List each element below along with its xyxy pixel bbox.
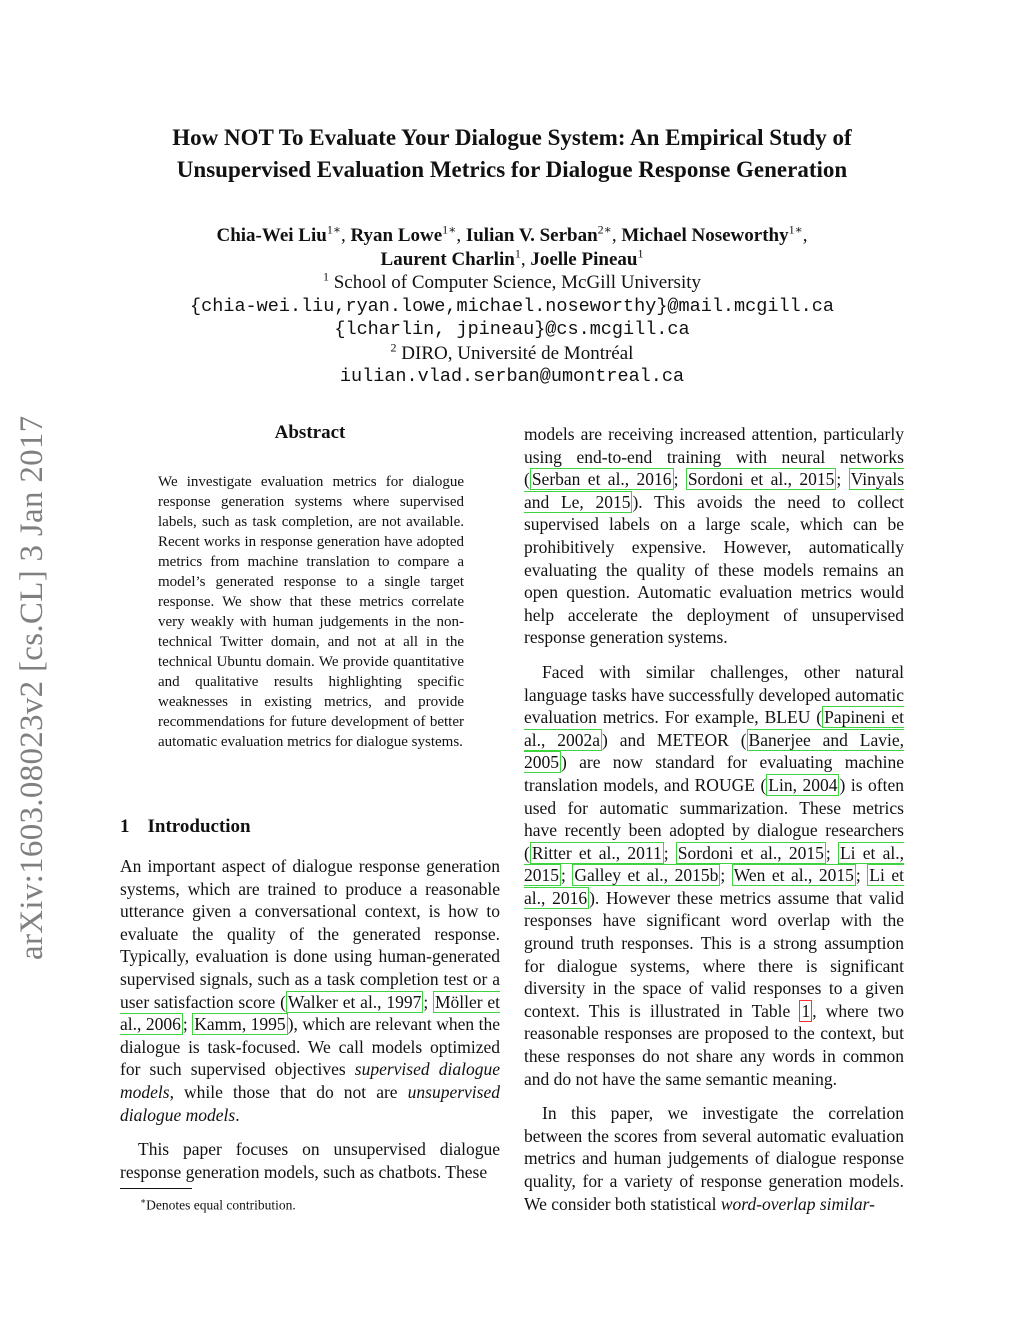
citation-link[interactable]: Banerjee and Lavie, 2005 [524, 729, 904, 773]
author-affiliation-mark: 1 [637, 246, 644, 261]
right-paragraph-2: Faced with similar challenges, other natural language tasks have successfully developed automatic evaluation metrics. For example, BLEU ( Papineni et al., 2002a ) and METEOR ( Banerjee and Lavie, 2005 ) are now standard for evaluating machine translation models, and ROUGE ( Lin, 2004 ) is often used for automatic summarization. These metrics have recently been adopted by dialogue researchers ( Ritter et al., 2011 ; Sordoni et al., 2015 ; Li et al., 2015 ; Galley et al., 2015b ; Wen et al., 2015 ; Li et al., 2016 ). However these metrics assume that valid responses have significant word overlap with the ground truth responses. This is a strong assumption for dialogue systems, where there is significant diversity in the space of valid responses to a given context. This is illustrated in Table 1 , where two reasonable responses are proposed to the context, but these responses do not share any words in common and do not have the same semantic meaning. [524, 661, 904, 1089]
footnote: ∗Denotes equal contribution. [140, 1196, 296, 1213]
section-number: 1 [120, 816, 130, 837]
email-line-3: iulian.vlad.serban@umontreal.ca [339, 366, 685, 387]
author-name: Iulian V. Serban [465, 225, 598, 246]
paper-title [110, 122, 914, 186]
arxiv-identifier: arXiv:1603.08023v2 [cs.CL] 3 Jan 2017 [14, 415, 50, 960]
citation-link[interactable]: Galley et al., 2015b [574, 865, 719, 886]
citation-link[interactable]: Li et al., 2015 [524, 842, 904, 886]
author-name: Joelle Pineau [530, 248, 638, 270]
author-name: Ryan Lowe [350, 225, 443, 246]
author-line-1: Chia-Wei Liu$^{1∗}$, Ryan Lowe$^{1∗}$, Iulian V. Serban$^{2∗}$, Michael Noseworthy$^{1∗}$, [216, 222, 808, 246]
intro-paragraph-1: An important aspect of dialogue response generation systems, which are trained to produce a reasonable utterance given a conversational context, is how to evaluate the quality of the generated response. Typically, evaluation is done using human-generated supervised signals, such as a task completion test or a user satisfaction score ( Walker et al., 1997 ; Möller et al., 2006 ; Kamm, 1995 ), which are relevant when the dialogue is task-focused. We call models optimized for such supervised objectives supervised dialogue models, while those that do not are unsupervised dialogue models. [120, 856, 500, 1125]
citation-link[interactable]: Li et al., 2016 [524, 865, 904, 908]
right-paragraph-3: In this paper, we investigate the correlation between the scores from several automatic evaluation metrics and human judgements of dialogue response quality, for a variety of response generation models. We consider both statistical word-overlap similar- [524, 1103, 904, 1214]
left-column [120, 855, 500, 1195]
email-line-2: {lcharlin, jpineau}@cs.mcgill.ca [334, 319, 690, 340]
section-title: Introduction [147, 816, 251, 837]
author-name: Laurent Charlin [380, 248, 515, 270]
citation-link[interactable]: Serban et al., 2016 [531, 469, 672, 490]
citation-link[interactable]: Lin, 2004 [768, 774, 838, 795]
author-affiliation-mark: 1∗ [326, 222, 341, 237]
section-heading [120, 816, 251, 838]
right-column [524, 423, 904, 1227]
author-affiliation-mark: 2∗ [597, 222, 612, 237]
author-affiliation-mark: 1∗ [788, 222, 803, 237]
author-line-2: Laurent Charlin$^1$, Joelle Pineau$^1$ [380, 246, 644, 270]
affiliation-2: $^2$ DIRO, Université de Montréal [390, 340, 634, 364]
right-paragraph-1: models are receiving increased attention, particularly using end-to-end training with neural networks ( Serban et al., 2016 ; Sordoni et al., 2015 ; Vinyals and Le, 2015 ). This avoids the need to collect supervised labels on a large scale, which can be prohibitively expensive. However, automatically evaluating the quality of these models remains an open question. Automatic evaluation metrics would help accelerate the deployment of unsupervised response generation systems. [524, 424, 905, 648]
author-block [110, 224, 914, 389]
citation-link[interactable]: Ritter et al., 2011 [531, 842, 662, 863]
author-name: Michael Noseworthy [621, 225, 789, 246]
citation-link[interactable]: Kamm, 1995 [194, 1014, 286, 1035]
author-name: Chia-Wei Liu [216, 225, 327, 246]
footnote-divider [120, 1188, 192, 1189]
title-line-1: How NOT To Evaluate Your Dialogue System: An Empirical Study of [172, 125, 852, 150]
intro-paragraph-2: This paper focuses on unsupervised dialogue response generation models, such as chatbots. These [120, 1139, 500, 1182]
table-reference-link[interactable]: 1 [801, 1000, 811, 1021]
citation-link[interactable]: Papineni et al., 2002a [524, 707, 904, 750]
citation-link[interactable]: Vinyals and Le, 2015 [524, 469, 905, 512]
citation-link[interactable]: Sordoni et al., 2015 [677, 842, 824, 863]
affiliation-1: $^1$ School of Computer Science, McGill University [322, 269, 702, 293]
citation-link[interactable]: Walker et al., 1997 [287, 991, 422, 1012]
abstract-text: We investigate evaluation metrics for dialogue response generation systems where supervised labels, such as task completion, are not available. Recent works in response generation have adopted metrics from machine translation to compare a model’s generated response to a single target response. We show that these metrics correlate very weakly with human judgements in the non-technical Twitter domain, and not at all in the technical Ubuntu domain. We provide quantitative and qualitative results highlighting specific weaknesses in existing metrics, and provide recommendations for future development of better automatic evaluation metrics for dialogue systems. [158, 474, 464, 750]
citation-link[interactable]: Wen et al., 2015 [733, 865, 854, 886]
footnote-mark: ∗ [140, 1196, 147, 1206]
email-line-1: {chia-wei.liu,ryan.lowe,michael.noseworthy}@mail.mcgill.ca [190, 295, 834, 317]
citation-link[interactable]: Möller et al., 2006 [120, 991, 500, 1035]
author-affiliation-mark: 1 [514, 246, 521, 261]
author-affiliation-mark: 1∗ [442, 222, 457, 237]
title-line-2: Unsupervised Evaluation Metrics for Dialogue Response Generation [176, 157, 848, 182]
citation-link[interactable]: Sordoni et al., 2015 [687, 469, 835, 490]
abstract-heading: Abstract [274, 422, 346, 443]
